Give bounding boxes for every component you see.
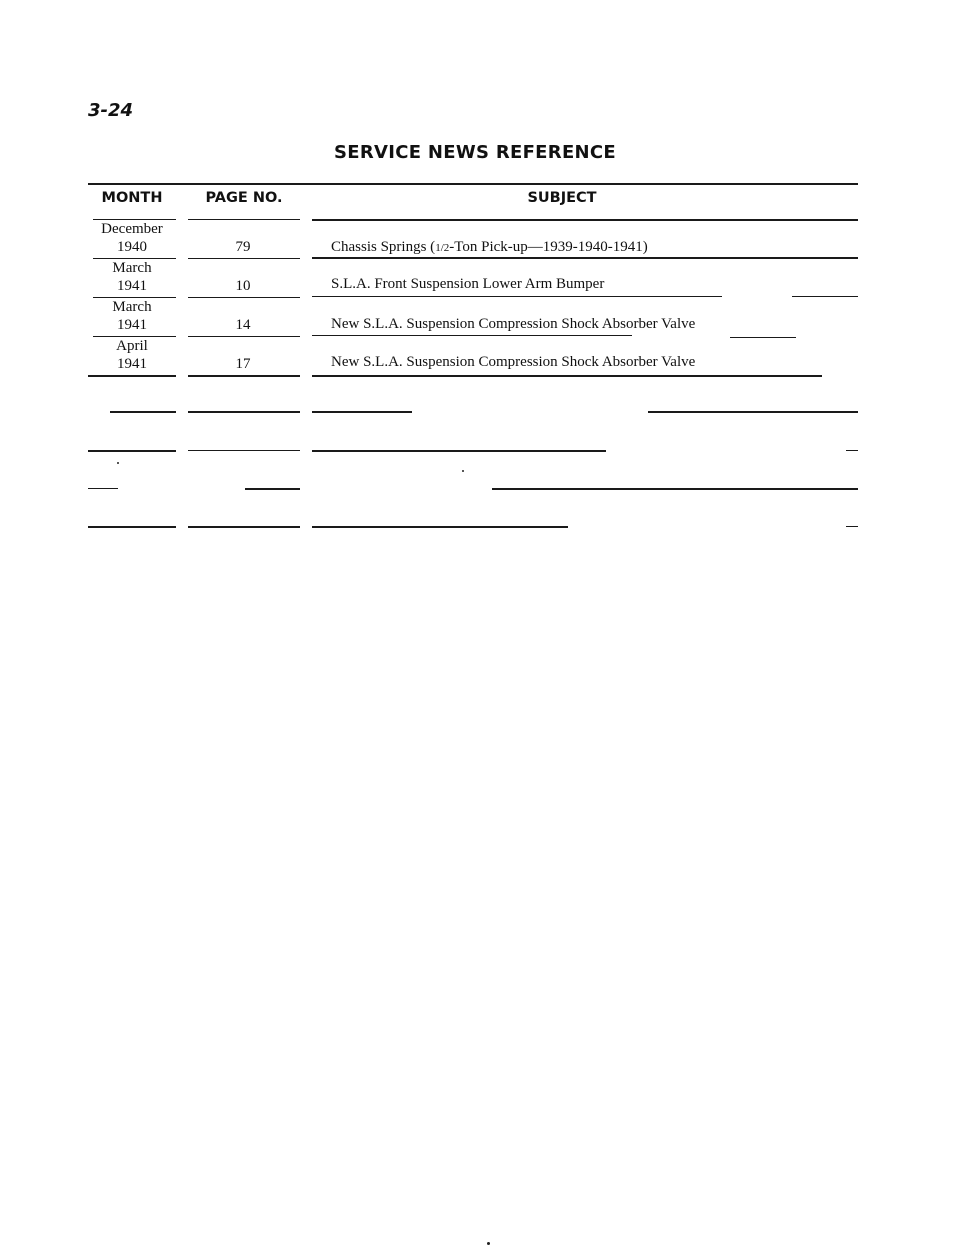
page-title: SERVICE NEWS REFERENCE xyxy=(333,142,617,163)
row-subject xyxy=(331,238,648,257)
empty-row-rule xyxy=(88,450,176,452)
row-divider xyxy=(188,375,300,377)
row-month: April xyxy=(116,338,148,354)
row-subject-fraction: 1/2 xyxy=(435,242,450,254)
table-top-rule xyxy=(88,183,858,185)
scan-speck xyxy=(462,470,464,472)
column-header-month: MONTH xyxy=(101,190,163,206)
empty-row-rule xyxy=(648,411,858,413)
row-divider xyxy=(312,296,722,297)
empty-row-rule xyxy=(245,488,300,490)
page-number: 3-24 xyxy=(88,100,134,121)
row-page: 17 xyxy=(235,356,251,372)
row-month: March xyxy=(112,260,152,276)
row-subject-start: Chassis Springs ( xyxy=(331,239,436,255)
row-year: 1941 xyxy=(117,278,147,294)
row-divider xyxy=(312,375,822,377)
row-divider xyxy=(312,257,858,259)
row-divider xyxy=(312,335,632,336)
row-divider xyxy=(188,258,300,259)
empty-row-rule xyxy=(188,411,300,413)
empty-row-rule xyxy=(88,526,176,528)
row-page: 79 xyxy=(235,239,251,255)
row-divider xyxy=(730,337,796,338)
row-subject: New S.L.A. Suspension Compression Shock Absorber Valve xyxy=(331,316,696,332)
empty-row-rule xyxy=(492,488,858,490)
column-header-subject: SUBJECT xyxy=(527,190,597,206)
header-rule-subject xyxy=(312,219,858,221)
empty-row-rule xyxy=(846,450,858,451)
row-month: December xyxy=(101,221,163,237)
row-divider xyxy=(88,375,176,377)
row-page: 14 xyxy=(235,317,251,333)
row-year: 1940 xyxy=(117,239,147,255)
row-year: 1941 xyxy=(117,356,147,372)
empty-row-rule xyxy=(846,526,858,527)
header-rule-page xyxy=(188,219,300,220)
row-page: 10 xyxy=(235,278,251,294)
row-divider xyxy=(792,296,858,297)
empty-row-rule xyxy=(88,488,118,489)
row-year: 1941 xyxy=(117,317,147,333)
empty-row-rule xyxy=(312,450,606,452)
scan-speck xyxy=(117,462,119,464)
empty-row-rule xyxy=(188,526,300,528)
row-month: March xyxy=(112,299,152,315)
column-header-page-no: PAGE NO. xyxy=(205,190,283,206)
row-divider xyxy=(188,336,300,337)
scan-speck xyxy=(487,1242,490,1245)
row-divider xyxy=(188,297,300,298)
empty-row-rule xyxy=(312,411,412,413)
row-subject: S.L.A. Front Suspension Lower Arm Bumper xyxy=(331,276,605,292)
empty-row-rule xyxy=(188,450,300,451)
row-subject: New S.L.A. Suspension Compression Shock Absorber Valve xyxy=(331,354,696,370)
empty-row-rule xyxy=(312,526,568,528)
row-subject-end: -Ton Pick-up—1939-1940-1941) xyxy=(449,239,648,255)
empty-row-rule xyxy=(110,411,176,413)
